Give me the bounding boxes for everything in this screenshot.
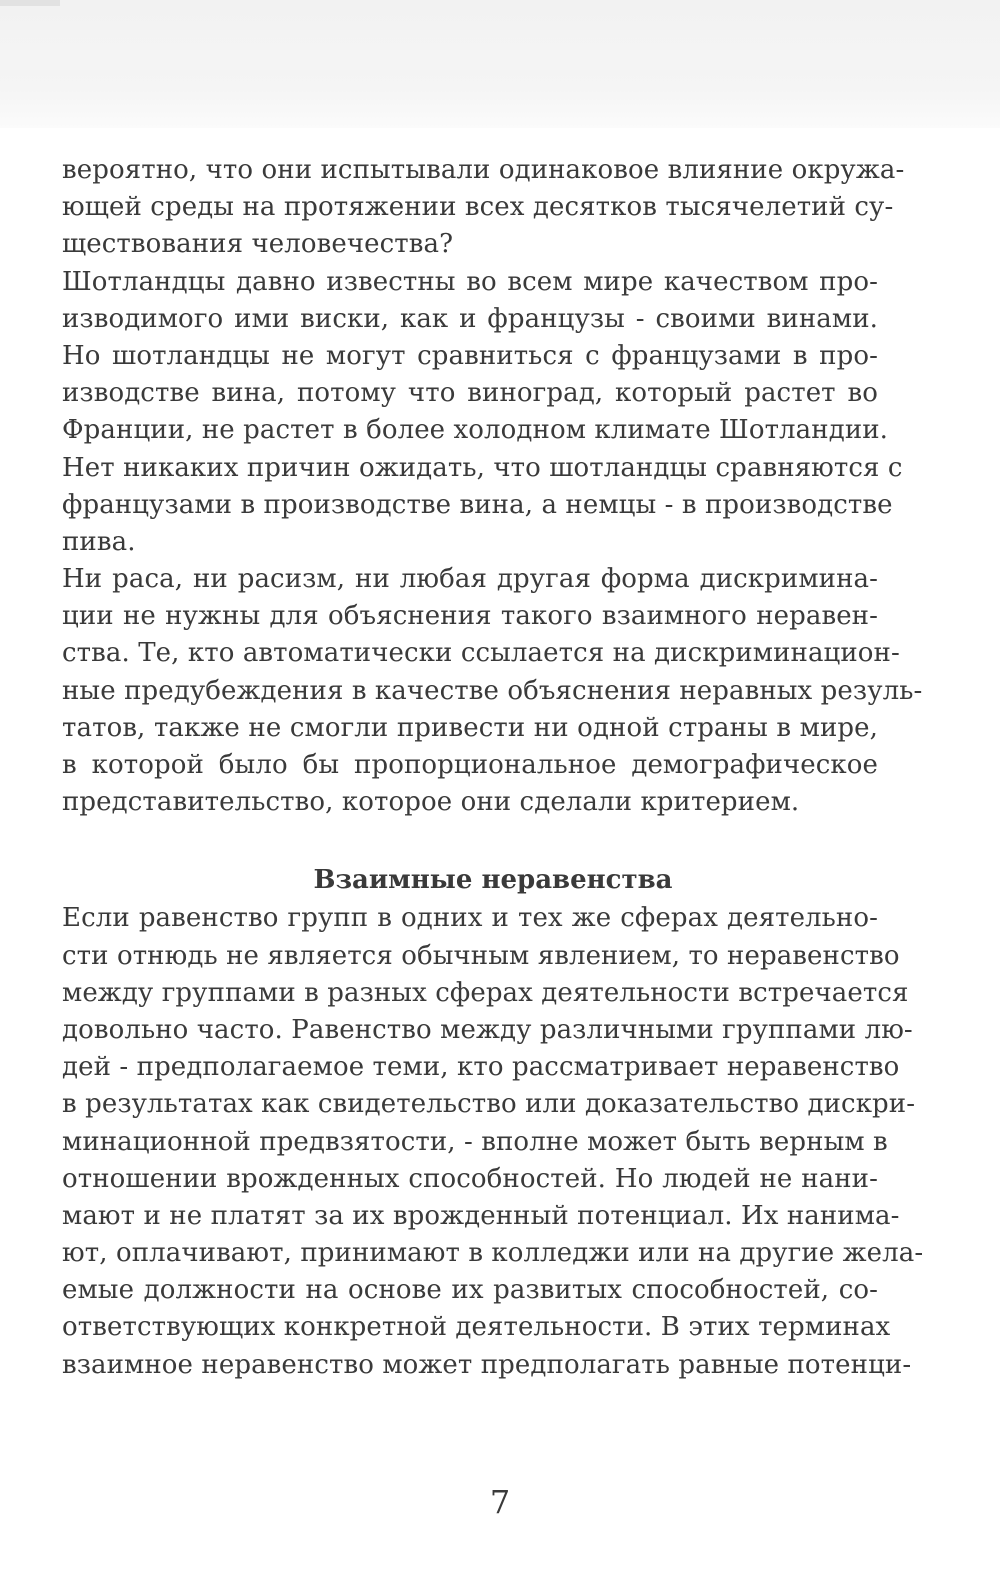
text-line: между группами в разных сферах деятельности встречается bbox=[62, 977, 909, 1008]
text-line: сти отнюдь не является обычным явлением, то неравенство bbox=[62, 940, 900, 971]
text-line: ществования человечества? bbox=[62, 229, 454, 260]
scan-top-margin bbox=[0, 0, 1000, 128]
text-line: татов, также не смогли привести ни одной страны в мире, bbox=[62, 712, 878, 743]
text-line: Шотландцы давно известны во всем мире качеством про- bbox=[62, 266, 878, 297]
text-line: ные предубеждения в качестве объяснения неравных резуль- bbox=[62, 675, 923, 706]
text-line: мают и не платят за их врожденный потенциал. Их нанима- bbox=[62, 1200, 900, 1231]
text-line: емые должности на основе их развитых способностей, со- bbox=[62, 1275, 878, 1306]
text-line: представительство, которое они сделали критерием. bbox=[62, 787, 800, 818]
paragraph-1 bbox=[62, 152, 905, 264]
text-line: пива. bbox=[62, 526, 136, 557]
text-line: вероятно, что они испытывали одинаковое влияние окружа- bbox=[62, 155, 905, 185]
paragraph-3 bbox=[62, 561, 923, 821]
scan-edge-mark bbox=[0, 0, 60, 6]
page-number bbox=[0, 1482, 1000, 1522]
text-line: ответствующих конкретной деятельности. В этих терминах bbox=[62, 1312, 891, 1343]
section-heading: Взаимные неравенства bbox=[313, 865, 673, 896]
text-line: ют, оплачивают, принимают в колледжи или на другие жела- bbox=[62, 1238, 924, 1269]
text-line: дей - предполагаемое теми, кто рассматривает неравенство bbox=[62, 1052, 900, 1083]
text-line: изводимого ими виски, как и французы - своими винами. bbox=[62, 303, 878, 334]
text-line: Если равенство групп в одних и тех же сферах деятельно- bbox=[62, 903, 878, 934]
text-line: Нет никаких причин ожидать, что шотландцы сравняются с bbox=[62, 452, 903, 483]
text-line: ции не нужны для объяснения такого взаимного неравен- bbox=[62, 601, 878, 632]
text-line: Ни раса, ни расизм, ни любая другая форма дискримина- bbox=[62, 564, 878, 595]
text-line: ющей среды на протяжении всех десятков тысячелетий су- bbox=[62, 192, 894, 223]
paragraph-4 bbox=[62, 900, 924, 1383]
text-line: ства. Те, кто автоматически ссылается на дискриминацион- bbox=[62, 638, 900, 669]
page-number-value: 7 bbox=[489, 1483, 511, 1521]
book-page-text bbox=[62, 152, 924, 1384]
text-line: французами в производстве вина, а немцы - в производстве bbox=[62, 489, 893, 520]
text-line: отношении врожденных способностей. Но людей не нани- bbox=[62, 1163, 878, 1194]
text-line: минационной предвзятости, - вполне может быть верным в bbox=[62, 1126, 888, 1157]
paragraph-2 bbox=[62, 264, 903, 562]
text-line: довольно часто. Равенство между различными группами лю- bbox=[62, 1014, 913, 1045]
text-line: изводстве вина, потому что виноград, который растет во bbox=[62, 378, 878, 409]
text-line: Но шотландцы не могут сравниться с французами в про- bbox=[62, 340, 878, 371]
text-line: Франции, не растет в более холодном климате Шотландии. bbox=[62, 415, 889, 446]
text-line: в которой было бы пропорциональное демографическое bbox=[62, 750, 878, 780]
text-line: взаимное неравенство может предполагать равные потенци- bbox=[62, 1349, 912, 1380]
section-spacer bbox=[62, 821, 878, 861]
text-line: в результатах как свидетельство или доказательство дискри- bbox=[62, 1089, 916, 1120]
